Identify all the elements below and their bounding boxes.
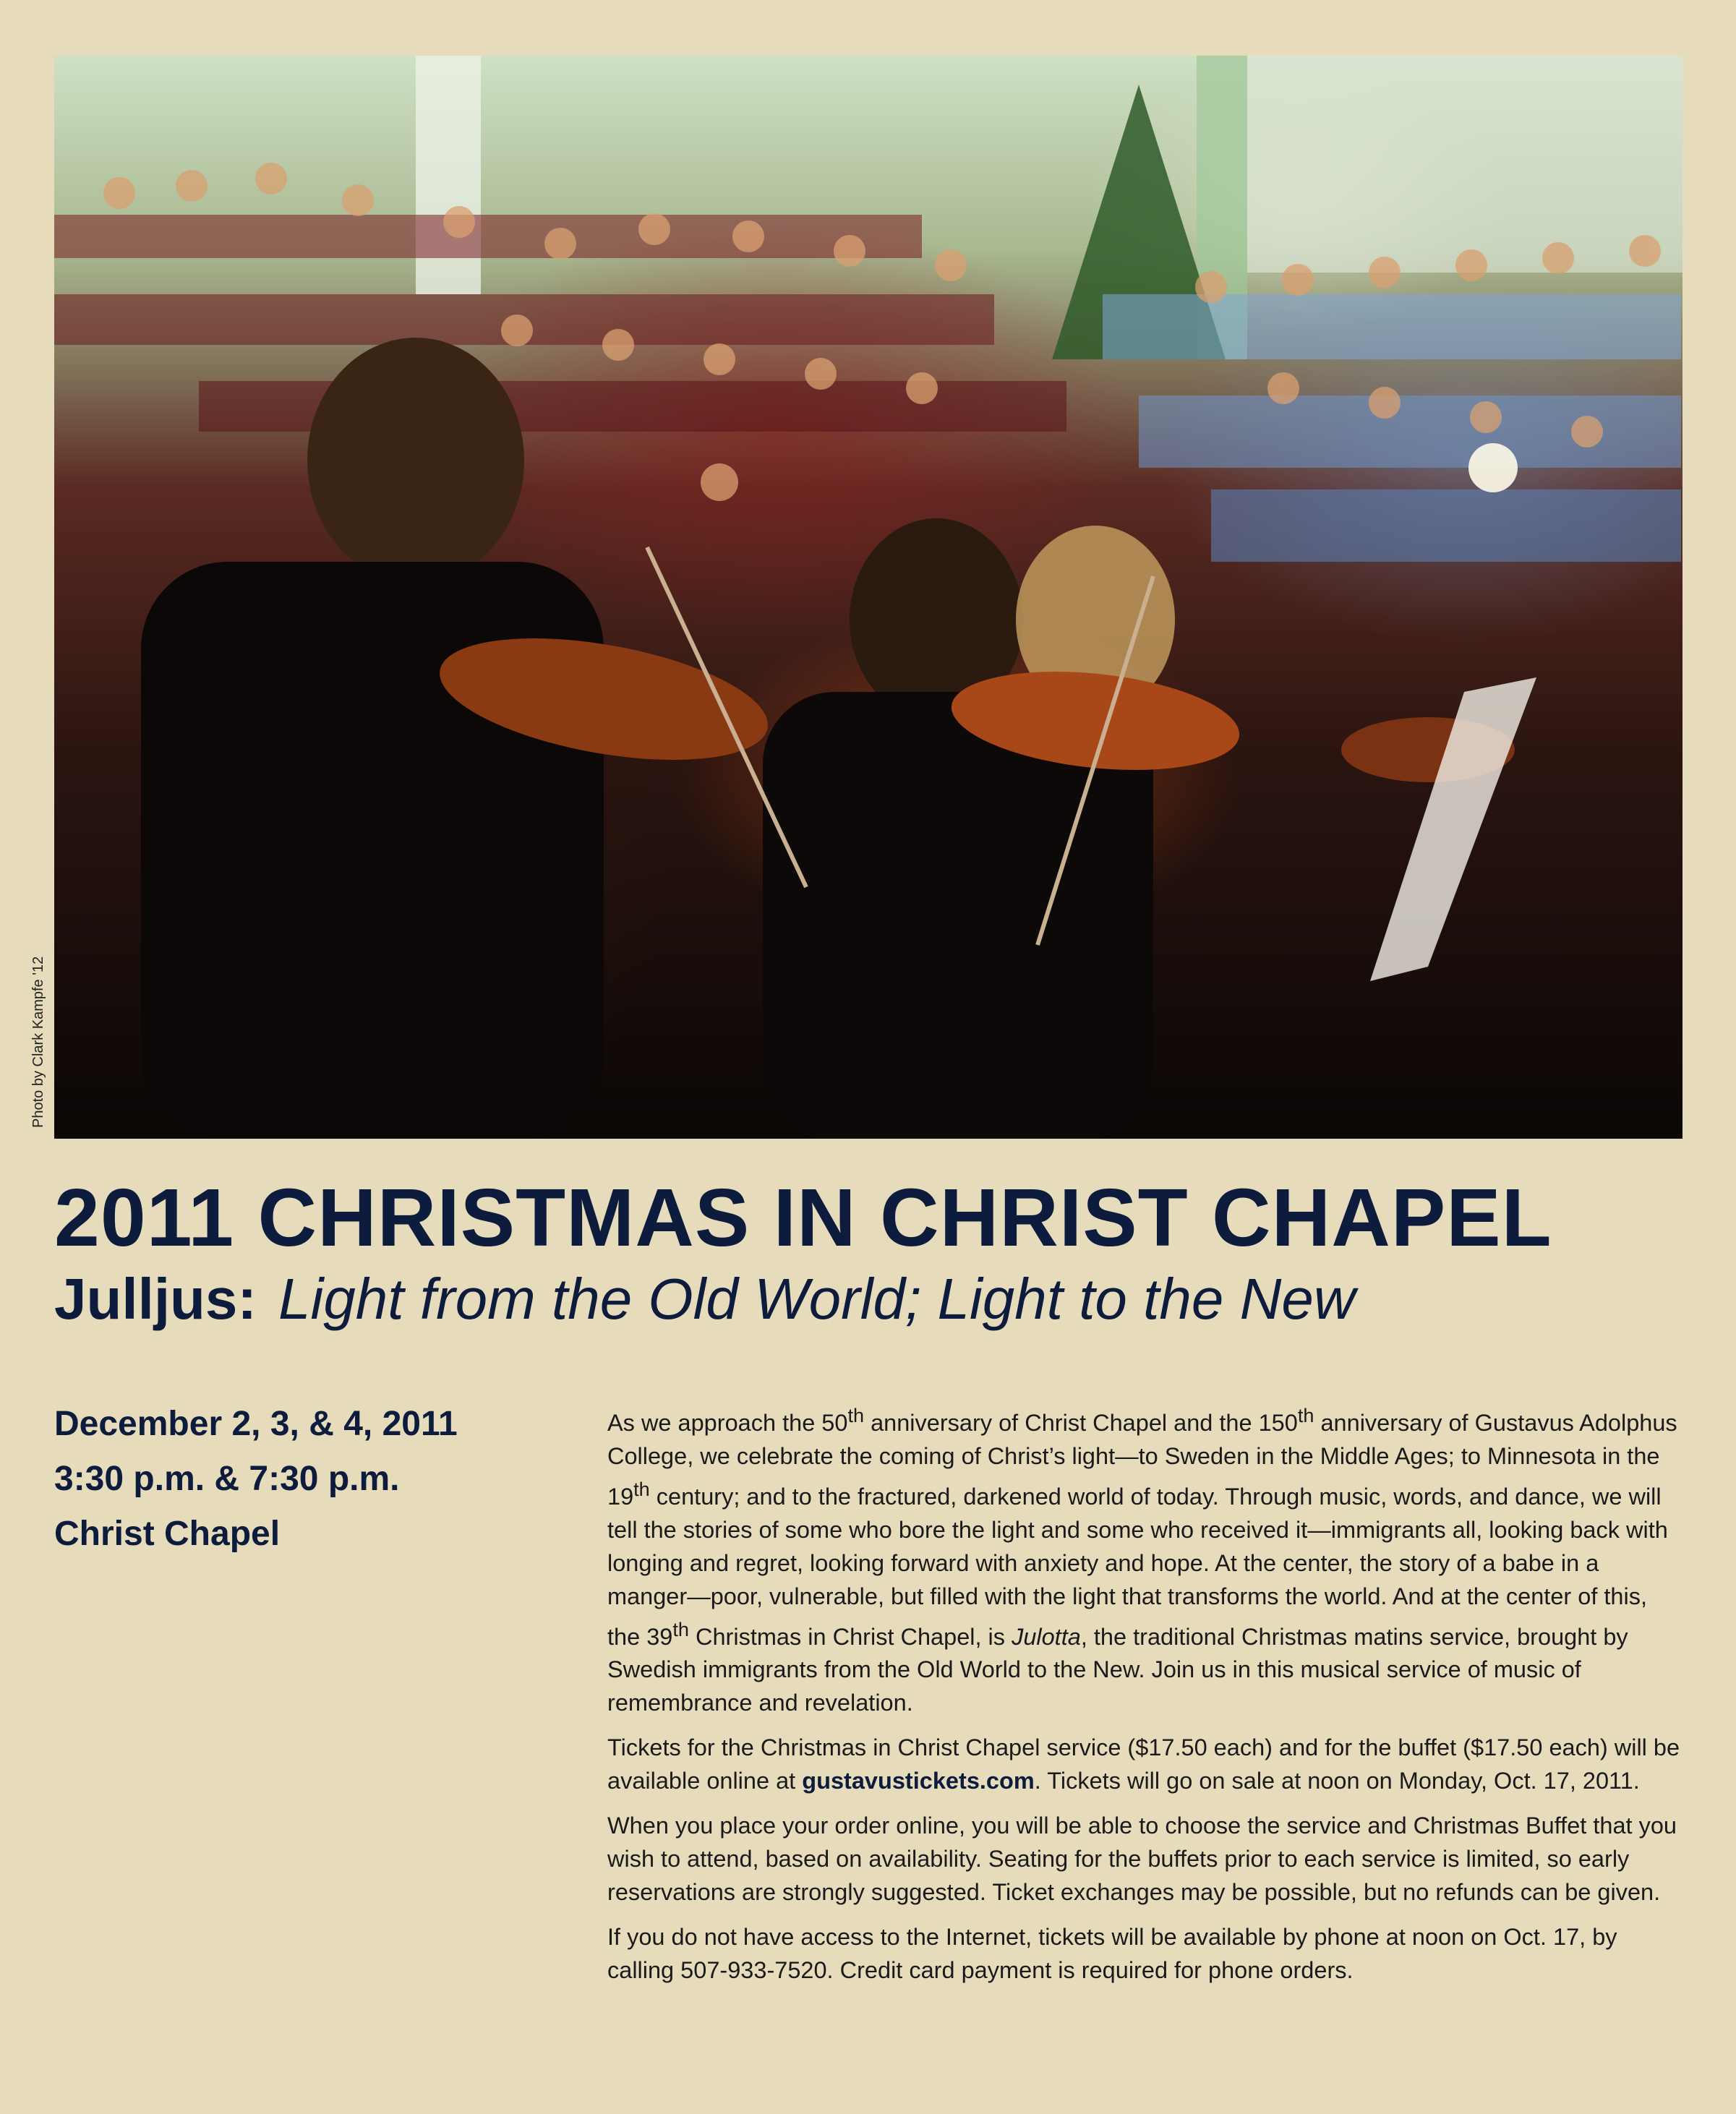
page-title: 2011 CHRISTMAS IN CHRIST CHAPEL bbox=[54, 1172, 1552, 1263]
page-subtitle bbox=[54, 1267, 1688, 1331]
photo-credit: Photo by Clark Kampfe '12 bbox=[30, 956, 46, 1128]
body-text bbox=[607, 1399, 1685, 1998]
concert-photo bbox=[54, 56, 1682, 1139]
event-dates: December 2, 3, & 4, 2011 bbox=[54, 1405, 458, 1443]
event-times: 3:30 p.m. & 7:30 p.m. bbox=[54, 1460, 400, 1498]
paragraph-intro: As we approach the 50th anniversary of Christ Chapel and the 150th anniversary of Gustavus Adolphus College, we celebrate the coming of Christ’s light—to Sweden in the Middle Ages; to Minnesota in the 19th century; and to the fractured, darkened world of today. Through music, words, and dance, we will tell the stories of some who bore the light and some who received it—immigrants all, looking back with longing and regret, looking forward with anxiety and hope. At the center, the story of a babe in a manger—poor, vulnerable, but filled with the light that transforms the world. And at the center of this, the 39th Christmas in Christ Chapel, is Julotta, the traditional Christmas matins service, brought by Swedish immigrants from the Old World to the New. Join us in this musical service of music of remembrance and revelation. bbox=[607, 1404, 1677, 1716]
event-info bbox=[54, 1397, 560, 1562]
paragraph-tickets: Tickets for the Christmas in Christ Chapel service ($17.50 each) and for the buffet ($17.50 each) will be available online at gustavustickets.com. Tickets will go on sale at noon on Monday, Oct. 17, 2011. bbox=[607, 1734, 1680, 1794]
paragraph-ordering: When you place your order online, you will be able to choose the service and Christmas Buffet that you wish to attend, based on availability. Seating for the buffets prior to each service is limited, so early reservations are strongly suggested. Ticket exchanges may be possible, but no refunds can be given. bbox=[607, 1813, 1677, 1906]
subtitle-lead: Julljus: bbox=[54, 1267, 257, 1331]
tickets-link[interactable]: gustavustickets.com bbox=[802, 1768, 1035, 1794]
concert-photo-illustration bbox=[54, 56, 1682, 1139]
event-venue: Christ Chapel bbox=[54, 1515, 281, 1553]
paragraph-phone: If you do not have access to the Internet, tickets will be available by phone at noon on Oct. 17, by calling 507-933-7520. Credit card payment is required for phone orders. bbox=[607, 1924, 1617, 1984]
subtitle-italic: Light from the Old World; Light to the New bbox=[278, 1267, 1356, 1331]
